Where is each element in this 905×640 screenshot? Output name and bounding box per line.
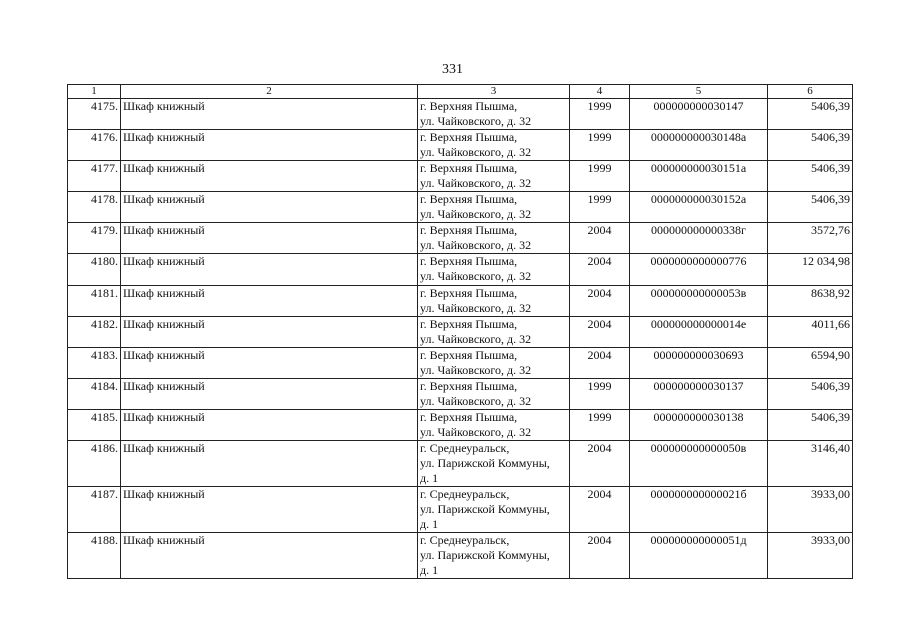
address-line: д. 1 xyxy=(420,563,439,577)
address-cell xyxy=(418,99,570,130)
table-row xyxy=(68,379,853,410)
address-line: г. Верхняя Пышма, xyxy=(420,348,518,362)
table-row xyxy=(68,161,853,192)
inventory-code-cell: 000000000030147 xyxy=(630,99,768,130)
address-cell xyxy=(418,254,570,286)
inventory-code-cell: 000000000000338г xyxy=(630,223,768,254)
item-name-cell: Шкаф книжный xyxy=(121,533,418,579)
address-line: г. Верхняя Пышма, xyxy=(420,192,518,206)
column-header: 3 xyxy=(418,85,570,99)
row-number-cell: 4175. xyxy=(68,99,121,130)
item-name-cell: Шкаф книжный xyxy=(121,317,418,348)
year-cell: 2004 xyxy=(570,317,630,348)
address-line: д. 1 xyxy=(420,517,439,531)
address-line: ул. Чайковского, д. 32 xyxy=(420,176,532,190)
item-name-cell: Шкаф книжный xyxy=(121,286,418,317)
inventory-code-cell: 0000000000000776 xyxy=(630,254,768,286)
item-name-cell: Шкаф книжный xyxy=(121,99,418,130)
row-number-cell: 4188. xyxy=(68,533,121,579)
inventory-code-cell: 000000000030137 xyxy=(630,379,768,410)
address-cell xyxy=(418,533,570,579)
amount-cell: 5406,39 xyxy=(768,99,853,130)
table-row xyxy=(68,223,853,254)
amount-cell: 5406,39 xyxy=(768,130,853,161)
inventory-code-cell: 000000000030693 xyxy=(630,348,768,379)
year-cell: 1999 xyxy=(570,192,630,223)
address-line: ул. Чайковского, д. 32 xyxy=(420,363,532,377)
amount-cell: 3933,00 xyxy=(768,487,853,533)
table-row xyxy=(68,317,853,348)
column-header: 6 xyxy=(768,85,853,99)
address-cell xyxy=(418,317,570,348)
inventory-code-cell: 000000000000051д xyxy=(630,533,768,579)
amount-cell: 5406,39 xyxy=(768,379,853,410)
year-cell: 1999 xyxy=(570,379,630,410)
address-line: ул. Чайковского, д. 32 xyxy=(420,238,532,252)
table-row xyxy=(68,410,853,441)
column-number-header-row xyxy=(68,85,853,99)
address-line: г. Верхняя Пышма, xyxy=(420,223,518,237)
inventory-code-cell: 000000000030148а xyxy=(630,130,768,161)
address-line: ул. Чайковского, д. 32 xyxy=(420,207,532,221)
row-number-cell: 4178. xyxy=(68,192,121,223)
address-line: ул. Парижской Коммуны, xyxy=(420,502,550,516)
item-name-cell: Шкаф книжный xyxy=(121,130,418,161)
item-name-cell: Шкаф книжный xyxy=(121,410,418,441)
address-cell xyxy=(418,441,570,487)
amount-cell: 12 034,98 xyxy=(768,254,853,286)
item-name-cell: Шкаф книжный xyxy=(121,348,418,379)
address-line: ул. Чайковского, д. 32 xyxy=(420,301,532,315)
year-cell: 2004 xyxy=(570,533,630,579)
year-cell: 2004 xyxy=(570,286,630,317)
row-number-cell: 4183. xyxy=(68,348,121,379)
item-name-cell: Шкаф книжный xyxy=(121,487,418,533)
table-row xyxy=(68,130,853,161)
row-number-cell: 4180. xyxy=(68,254,121,286)
inventory-code-cell: 000000000000053в xyxy=(630,286,768,317)
address-line: ул. Парижской Коммуны, xyxy=(420,548,550,562)
inventory-code-cell: 000000000000021б xyxy=(630,487,768,533)
address-line: д. 1 xyxy=(420,471,439,485)
item-name-cell: Шкаф книжный xyxy=(121,379,418,410)
item-name-cell: Шкаф книжный xyxy=(121,161,418,192)
address-line: г. Верхняя Пышма, xyxy=(420,254,518,268)
year-cell: 2004 xyxy=(570,441,630,487)
amount-cell: 3933,00 xyxy=(768,533,853,579)
year-cell: 1999 xyxy=(570,99,630,130)
item-name-cell: Шкаф книжный xyxy=(121,223,418,254)
inventory-code-cell: 000000000030151а xyxy=(630,161,768,192)
column-header: 4 xyxy=(570,85,630,99)
amount-cell: 4011,66 xyxy=(768,317,853,348)
address-cell xyxy=(418,286,570,317)
address-cell xyxy=(418,487,570,533)
amount-cell: 5406,39 xyxy=(768,192,853,223)
address-cell xyxy=(418,410,570,441)
year-cell: 1999 xyxy=(570,410,630,441)
address-line: г. Верхняя Пышма, xyxy=(420,161,518,175)
table-row xyxy=(68,348,853,379)
inventory-code-cell: 000000000000050в xyxy=(630,441,768,487)
amount-cell: 3572,76 xyxy=(768,223,853,254)
year-cell: 2004 xyxy=(570,254,630,286)
table-row xyxy=(68,192,853,223)
address-line: г. Среднеуральск, xyxy=(420,487,510,501)
row-number-cell: 4186. xyxy=(68,441,121,487)
amount-cell: 3146,40 xyxy=(768,441,853,487)
address-line: г. Верхняя Пышма, xyxy=(420,286,518,300)
address-line: ул. Чайковского, д. 32 xyxy=(420,425,532,439)
address-line: г. Среднеуральск, xyxy=(420,533,510,547)
column-header: 1 xyxy=(68,85,121,99)
address-line: г. Среднеуральск, xyxy=(420,441,510,455)
table-row xyxy=(68,487,853,533)
year-cell: 2004 xyxy=(570,223,630,254)
amount-cell: 5406,39 xyxy=(768,410,853,441)
item-name-cell: Шкаф книжный xyxy=(121,192,418,223)
address-line: ул. Парижской Коммуны, xyxy=(420,456,550,470)
row-number-cell: 4187. xyxy=(68,487,121,533)
item-name-cell: Шкаф книжный xyxy=(121,441,418,487)
address-cell xyxy=(418,223,570,254)
year-cell: 2004 xyxy=(570,348,630,379)
amount-cell: 6594,90 xyxy=(768,348,853,379)
year-cell: 1999 xyxy=(570,161,630,192)
table-row xyxy=(68,441,853,487)
amount-cell: 8638,92 xyxy=(768,286,853,317)
address-line: ул. Чайковского, д. 32 xyxy=(420,114,532,128)
year-cell: 2004 xyxy=(570,487,630,533)
address-cell xyxy=(418,161,570,192)
address-line: г. Верхняя Пышма, xyxy=(420,99,518,113)
address-line: ул. Чайковского, д. 32 xyxy=(420,269,532,283)
row-number-cell: 4184. xyxy=(68,379,121,410)
address-cell xyxy=(418,192,570,223)
row-number-cell: 4179. xyxy=(68,223,121,254)
table-row xyxy=(68,99,853,130)
address-cell xyxy=(418,130,570,161)
address-line: ул. Чайковского, д. 32 xyxy=(420,332,532,346)
address-line: г. Верхняя Пышма, xyxy=(420,379,518,393)
table-row xyxy=(68,254,853,286)
address-cell xyxy=(418,379,570,410)
item-name-cell: Шкаф книжный xyxy=(121,254,418,286)
page-number: 331 xyxy=(442,62,463,77)
table-row xyxy=(68,286,853,317)
address-line: г. Верхняя Пышма, xyxy=(420,410,518,424)
inventory-code-cell: 000000000030138 xyxy=(630,410,768,441)
row-number-cell: 4182. xyxy=(68,317,121,348)
row-number-cell: 4185. xyxy=(68,410,121,441)
row-number-cell: 4177. xyxy=(68,161,121,192)
address-line: ул. Чайковского, д. 32 xyxy=(420,145,532,159)
address-line: ул. Чайковского, д. 32 xyxy=(420,394,532,408)
row-number-cell: 4176. xyxy=(68,130,121,161)
amount-cell: 5406,39 xyxy=(768,161,853,192)
property-registry-table xyxy=(67,84,853,579)
inventory-code-cell: 000000000000014е xyxy=(630,317,768,348)
address-line: г. Верхняя Пышма, xyxy=(420,317,518,331)
inventory-code-cell: 000000000030152а xyxy=(630,192,768,223)
address-line: г. Верхняя Пышма, xyxy=(420,130,518,144)
column-header: 5 xyxy=(630,85,768,99)
table-row xyxy=(68,533,853,579)
column-header: 2 xyxy=(121,85,418,99)
year-cell: 1999 xyxy=(570,130,630,161)
row-number-cell: 4181. xyxy=(68,286,121,317)
address-cell xyxy=(418,348,570,379)
